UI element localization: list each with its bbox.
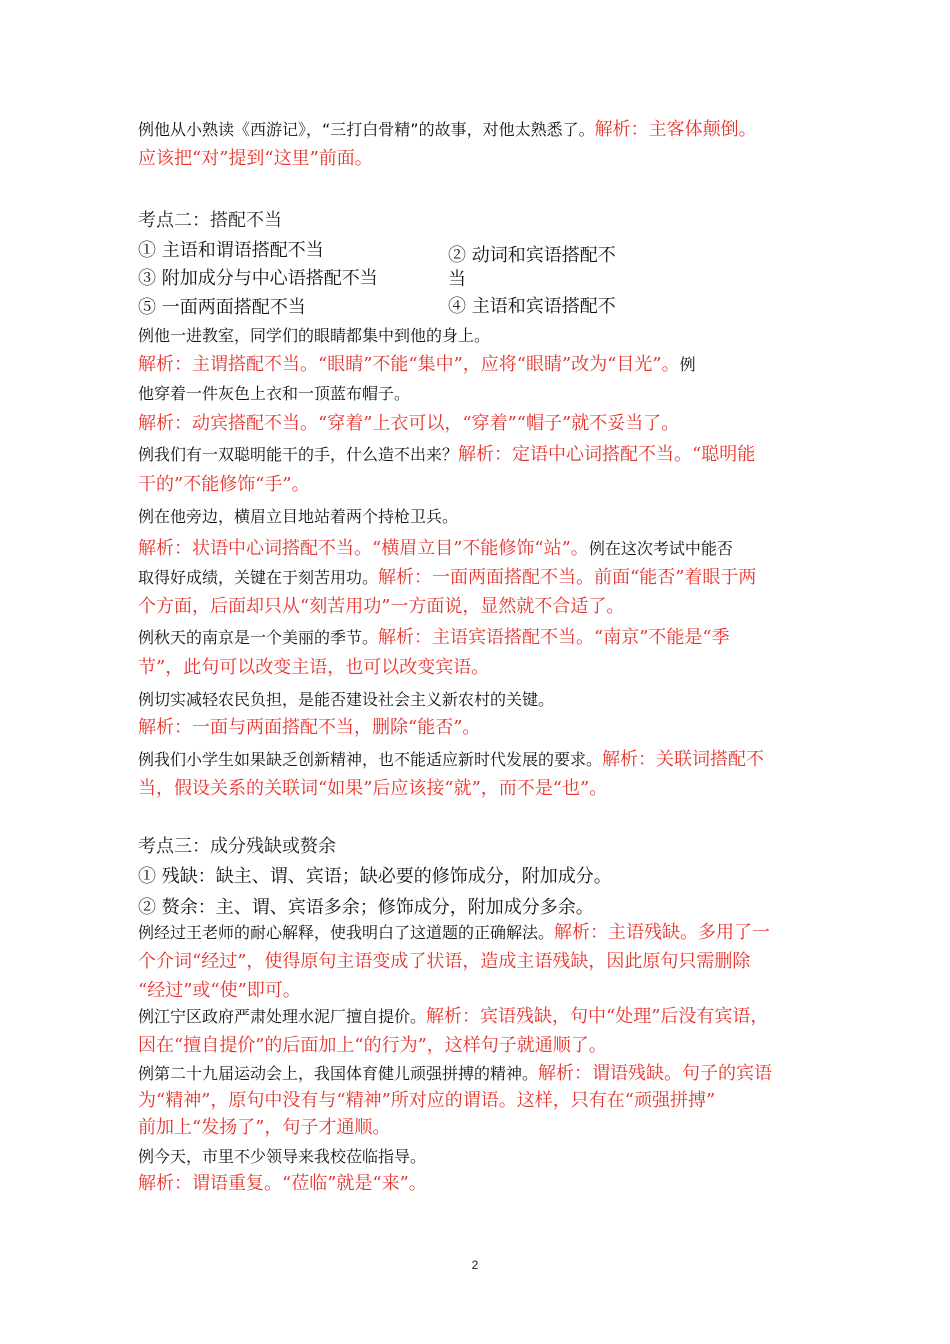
analysis-line — [138, 353, 696, 377]
example-line — [138, 921, 770, 945]
example-sentence: 例秋天的南京是一个美丽的季节。 — [138, 628, 379, 647]
list-item: ① 主语和谓语搭配不当 — [138, 240, 324, 261]
analysis-line — [138, 595, 624, 619]
example-sentence: 例 — [679, 355, 696, 374]
analysis-line — [138, 1172, 427, 1196]
example-line — [138, 443, 755, 467]
example-sentence: 例经过王老师的耐心解释，使我明白了这道题的正确解法。 — [138, 923, 555, 942]
analysis-text: 解析：主语宾语搭配不当。“南京”不能是“季 — [378, 627, 730, 648]
analysis-text: 干的”不能修饰“手”。 — [138, 474, 310, 495]
analysis-text: 个方面，后面却只从“刻苦用功”一方面说，显然就不合适了。 — [138, 596, 625, 617]
analysis-text: 解析：一面与两面搭配不当，删除“能否”。 — [138, 717, 481, 738]
analysis-text: 解析：谓语重复。“莅临”就是“来”。 — [138, 1173, 427, 1194]
analysis-line — [138, 716, 480, 740]
analysis-text: 为“精神”，原句中没有与“精神”所对应的谓语。这样，只有在“顽强拼搏” — [138, 1090, 716, 1111]
analysis-text: 解析：状语中心词搭配不当。“横眉立目”不能修饰“站”。 — [138, 538, 589, 559]
example-sentence: 例切实减轻农民负担，是能否建设社会主义新农村的关键。 — [138, 690, 555, 709]
example-line — [138, 118, 757, 142]
section-heading: 考点二：搭配不当 — [138, 210, 282, 231]
analysis-text: “经过”或“使”即可。 — [138, 980, 301, 1001]
analysis-line — [138, 950, 750, 974]
example-line — [138, 1145, 426, 1169]
analysis-text: 解析：关联词搭配不 — [602, 749, 765, 770]
list-item: ④ 主语和宾语搭配不 — [448, 296, 616, 317]
analysis-line — [138, 473, 310, 497]
section-heading: 考点三：成分残缺或赘余 — [138, 836, 336, 857]
analysis-text: 解析：谓语残缺。句子的宾语 — [538, 1063, 773, 1084]
example-sentence: 例他一进教室，同学们的眼睛都集中到他的身上。 — [138, 326, 491, 345]
analysis-text: 当，假设关系的关联词“如果”后应该接“就”，而不是“也”。 — [138, 778, 608, 799]
analysis-text: 节”，此句可以改变主语，也可以改变宾语。 — [138, 657, 490, 678]
list-item: ② 赘余：主、谓、宾语多余；修饰成分，附加成分多余。 — [138, 897, 594, 918]
analysis-text: 解析：宾语残缺，句中“处理”后没有宾语， — [426, 1006, 769, 1027]
example-line — [138, 1062, 772, 1086]
analysis-line — [138, 777, 607, 801]
analysis-text: 因在“擅自提价”的后面加上“的行为”，这样句子就通顺了。 — [138, 1035, 607, 1056]
example-line — [138, 1005, 768, 1029]
example-sentence: 例我们有一双聪明能干的手，什么造不出来？ — [138, 445, 459, 464]
analysis-text: 应该把“对”提到“这里”前面。 — [138, 148, 373, 169]
example-line — [138, 688, 554, 712]
analysis-text: 解析：主谓搭配不当。“眼睛”不能“集中”，应将“眼睛”改为“目光”。 — [138, 354, 680, 375]
analysis-line — [138, 412, 679, 436]
example-sentence: 例在他旁边，横眉立目地站着两个持枪卫兵。 — [138, 507, 459, 526]
analysis-line — [138, 1089, 715, 1113]
list-item: ⑤ 一面两面搭配不当 — [138, 297, 306, 318]
analysis-line — [138, 1034, 607, 1058]
analysis-line — [138, 979, 301, 1003]
list-item: ② 动词和宾语搭配不 — [448, 245, 616, 266]
example-sentence: 例在这次考试中能否 — [588, 539, 733, 558]
example-sentence: 例今天，市里不少领导来我校莅临指导。 — [138, 1147, 427, 1166]
example-line — [138, 505, 458, 529]
example-sentence: 例我们小学生如果缺乏创新精神，也不能适应新时代发展的要求。 — [138, 750, 603, 769]
analysis-line — [138, 1116, 390, 1140]
example-sentence: 取得好成绩，关键在于刻苦用功。 — [138, 568, 379, 587]
list-item: ③ 附加成分与中心语搭配不当 — [138, 268, 378, 289]
analysis-text: 解析：动宾搭配不当。“穿着”上衣可以，“穿着”“帽子”就不妥当了。 — [138, 413, 680, 434]
list-item-continuation: 当 — [448, 269, 466, 290]
analysis-text: 解析：定语中心词搭配不当。“聪明能 — [458, 444, 756, 465]
example-line — [138, 626, 730, 650]
analysis-line — [138, 537, 733, 561]
analysis-text: 前加上“发扬了”，句子才通顺。 — [138, 1117, 391, 1138]
example-sentence: 例江宁区政府严肃处理水泥厂擅自提价。 — [138, 1007, 427, 1026]
example-line — [138, 382, 410, 406]
example-line — [138, 324, 490, 348]
example-line — [138, 566, 756, 590]
example-line — [138, 748, 764, 772]
analysis-text: 解析：主语残缺。多用了一 — [554, 922, 771, 943]
example-sentence: 他穿着一件灰色上衣和一顶蓝布帽子。 — [138, 384, 411, 403]
analysis-text: 解析：主客体颠倒。 — [594, 119, 757, 140]
analysis-line — [138, 147, 373, 171]
analysis-text: 解析：一面两面搭配不当。前面“能否”着眼于两 — [378, 567, 757, 588]
page-number: 2 — [471, 1258, 479, 1272]
analysis-line — [138, 656, 489, 680]
example-sentence: 例第二十九届运动会上，我国体育健儿顽强拼搏的精神。 — [138, 1064, 539, 1083]
list-item: ① 残缺：缺主、谓、宾语；缺必要的修饰成分，附加成分。 — [138, 866, 612, 887]
analysis-text: 个介词“经过”，使得原句主语变成了状语，造成主语残缺，因此原句只需删除 — [138, 951, 751, 972]
example-sentence: 例他从小熟读《西游记》，“三打白骨精”的故事，对他太熟悉了。 — [138, 120, 595, 139]
